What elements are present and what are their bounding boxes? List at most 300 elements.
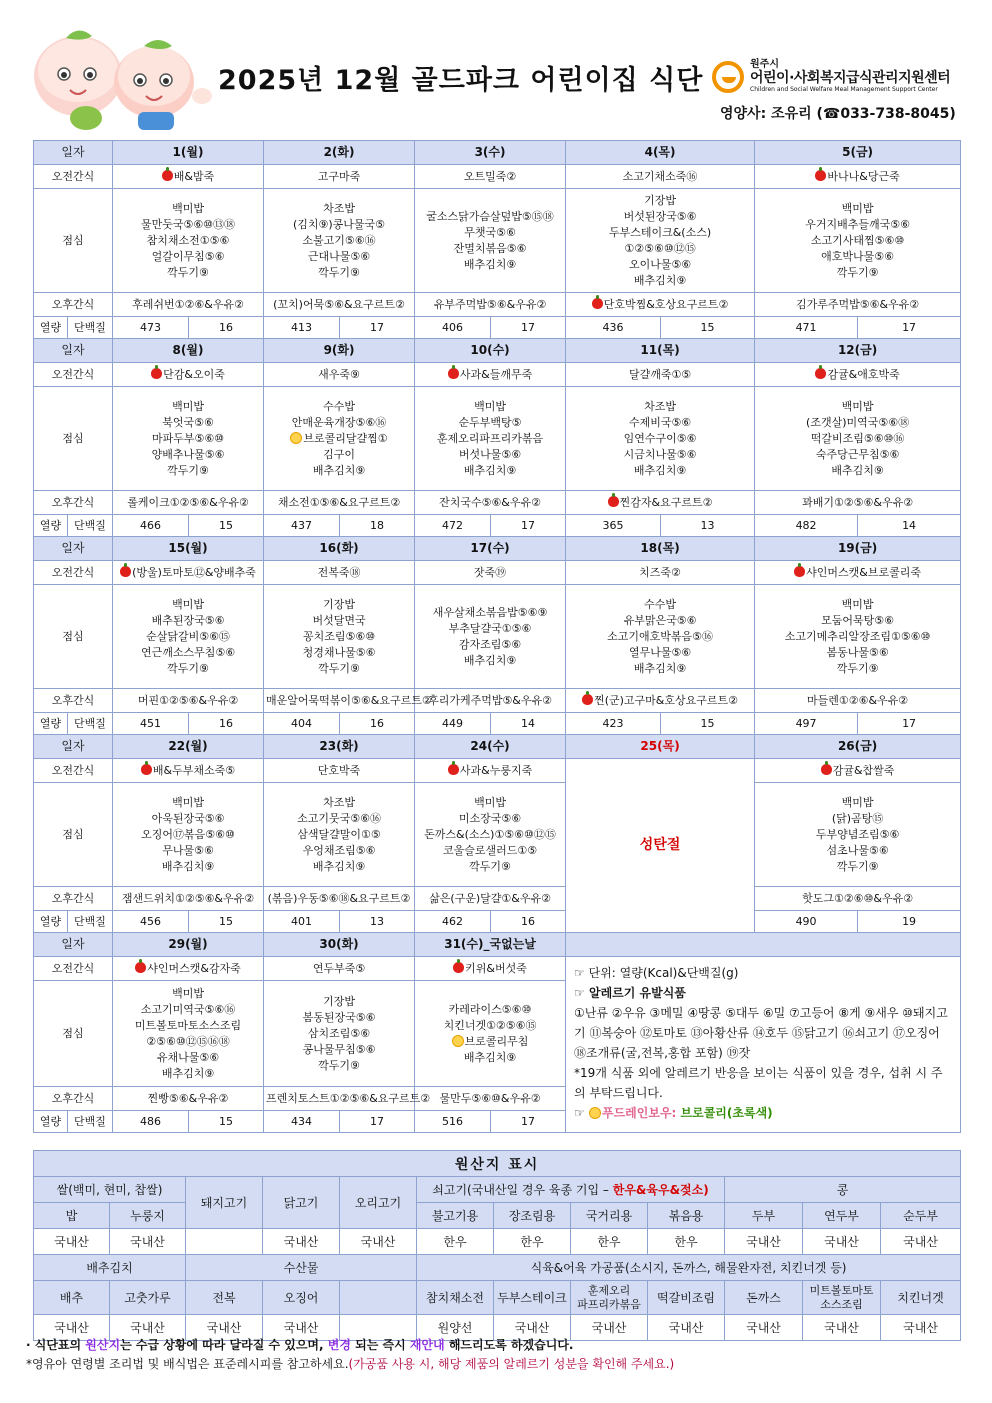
lunch-item: (김치⑨)콩나물국⑤ [292, 217, 386, 231]
lunch-item: 안매운육개장⑤⑥⑯ [291, 415, 387, 429]
label-protein: 단백질 [68, 317, 113, 339]
origin-value-cell: 국내산 [881, 1315, 961, 1341]
lunch-item: 모둠어묵탕⑤⑥ [821, 613, 894, 627]
lunch-item: 물만둣국⑤⑥⑩⑬⑱ [140, 217, 236, 231]
lunch-item: (닭)곰탕⑮ [831, 811, 884, 825]
pm-snack [755, 887, 961, 911]
lunch-item: 백미밥 [841, 399, 874, 413]
org-city: 원주시 [750, 59, 779, 70]
kcal-value: 401 [264, 911, 340, 933]
label-protein: 단백질 [68, 713, 113, 735]
lunch-item: 백미밥 [172, 201, 204, 215]
lunch-item: 감자조림⑤⑥ [458, 637, 522, 651]
pm-snack [415, 293, 566, 317]
apple-icon [120, 566, 131, 577]
label-lunch: 점심 [34, 585, 113, 689]
label-pm-snack: 오후간식 [34, 293, 113, 317]
lunch-item: 소고기사태찜⑤⑥⑩ [810, 233, 905, 247]
am-snack [755, 561, 961, 585]
pm-snack [264, 491, 415, 515]
am-snack-text: 감귤&애호박죽 [827, 368, 900, 381]
pm-snack [415, 689, 566, 713]
pm-snack-text: 후리가케주먹밥⑤&우유② [428, 694, 552, 707]
label-kcal: 열량 [34, 713, 68, 735]
am-snack [755, 363, 961, 387]
notes [26, 1336, 674, 1374]
pm-snack [264, 689, 432, 713]
lunch-menu [415, 981, 566, 1087]
pm-snack-text: 김가루주먹밥⑤⑥&우유② [795, 298, 920, 311]
day-date: 12(금) [755, 339, 961, 363]
lunch-item: 시금치나물⑤⑥ [623, 447, 697, 461]
lunch-item: 치킨너겟①②⑤⑥⑮ [443, 1018, 537, 1032]
label-day: 일자 [34, 339, 113, 363]
day-date: 26(금) [755, 735, 961, 759]
allergy-title: ☞ 알레르기 유발식품 [574, 986, 686, 1000]
pm-snack-text: 후레쉬번①②⑥&우유② [132, 298, 244, 311]
lunch-item: 숙주당근무침⑤⑥ [815, 447, 900, 461]
am-snack-text: 소고기채소죽⑯ [622, 170, 698, 183]
lunch-item: 잔멸치볶음⑤⑥ [453, 241, 527, 255]
lunch-item: 오이나물⑤⑥ [628, 257, 692, 271]
label-am-snack: 오전간식 [34, 363, 113, 387]
kcal-value: 516 [415, 1111, 491, 1133]
lunch-menu [755, 783, 961, 887]
lunch-item: 배추김치⑨ [312, 463, 366, 477]
lunch-item: 백미밥 [172, 986, 204, 1000]
lunch-item: 콩나물무침⑤⑥ [302, 1042, 376, 1056]
lunch-item: 훈제오리파프리카볶음 [436, 431, 544, 445]
lunch-item: 백미밥 [474, 795, 506, 809]
kcal-value: 473 [113, 317, 189, 339]
lunch-item: 브로콜리무침 [417, 1034, 563, 1050]
kcal-value: 462 [415, 911, 491, 933]
day-date: 29(월) [113, 933, 264, 957]
label-kcal: 열량 [34, 515, 68, 537]
apple-icon [815, 368, 826, 379]
smile-icon [452, 1035, 464, 1047]
pm-snack-text: 머핀①②⑤⑥&우유② [137, 694, 239, 707]
origin-header-cell: 훈제오리 파프리카볶음 [571, 1281, 648, 1315]
lunch-item: 기장밥 [323, 994, 355, 1008]
lunch-item: 새우살채소볶음밥⑤⑥⑨ [432, 605, 548, 619]
day-date: 5(금) [755, 141, 961, 165]
pm-snack [264, 887, 415, 911]
pm-snack [566, 491, 755, 515]
origin-header-cell: 떡갈비조림 [648, 1281, 725, 1315]
lunch-item: 배추된장국⑤⑥ [151, 613, 225, 627]
lunch-item: 아욱된장국⑤⑥ [151, 811, 225, 825]
pm-snack-text: 찐감자&요구르트② [619, 496, 713, 509]
label-lunch: 점심 [34, 981, 113, 1087]
day-date: 25(목) [566, 735, 755, 759]
origin-value-cell: 한우 [417, 1229, 494, 1255]
label-protein: 단백질 [68, 1111, 113, 1133]
lunch-item: (조갯살)미역국⑤⑥⑱ [806, 415, 910, 429]
lunch-item: 배추김치⑨ [161, 1066, 215, 1080]
protein-value: 16 [491, 911, 566, 933]
day-date: 30(화) [264, 933, 415, 957]
lunch-menu [264, 783, 415, 887]
origin-bean: 콩 [725, 1177, 961, 1203]
am-snack [566, 561, 755, 585]
pm-snack-text: 단호박찜&호상요구르트② [603, 298, 729, 311]
lunch-item: 깍두기⑨ [167, 463, 209, 477]
am-snack [113, 957, 264, 981]
lunch-item: 소고기미역국⑤⑥⑯ [140, 1002, 236, 1016]
pm-snack-text: 채소전①⑤⑥&요구르트② [277, 496, 401, 509]
lunch-item: 꽁치조림⑤⑥⑩ [302, 629, 376, 643]
pm-snack [264, 1087, 431, 1111]
lunch-item: 백미밥 [172, 399, 204, 413]
lunch-item: 차조밥 [323, 201, 355, 215]
lunch-item: 백미밥 [841, 597, 874, 611]
lunch-item: 차조밥 [644, 399, 676, 413]
pm-snack-text: 삶은(구운)달걀①&우유② [429, 892, 551, 905]
am-snack-text: (방울)토마토⑫&양배추죽 [132, 566, 256, 579]
am-snack [415, 165, 566, 189]
origin-value-cell: 국내산 [263, 1315, 340, 1341]
label-am-snack: 오전간식 [34, 561, 113, 585]
lunch-item: 배추김치⑨ [633, 273, 687, 287]
origin-value-cell: 국내산 [571, 1315, 648, 1341]
lunch-item: 수수밥 [323, 399, 355, 413]
protein-value: 15 [661, 713, 755, 735]
origin-header-cell: 볶음용 [648, 1203, 725, 1229]
kcal-value: 406 [415, 317, 491, 339]
lunch-item: 소고기애호박볶음⑤⑯ [607, 629, 713, 643]
lunch-menu [755, 585, 961, 689]
am-snack-text: 배&두부채소죽⑤ [152, 764, 236, 777]
lunch-menu [755, 189, 961, 293]
protein-value: 17 [491, 515, 566, 537]
am-snack-text: 오트밀죽② [463, 170, 517, 183]
lunch-menu [415, 387, 566, 491]
am-snack-text: 감귤&찹쌀죽 [832, 764, 895, 777]
pm-snack-text: 매운알어묵떡볶이⑤⑥&요구르트② [266, 694, 432, 707]
day-date: 8(월) [113, 339, 264, 363]
am-snack [264, 363, 415, 387]
protein-value: 13 [340, 911, 415, 933]
lunch-item: 근대나물⑤⑥ [307, 249, 371, 263]
origin-kimchi: 배추김치 [34, 1255, 186, 1281]
label-lunch: 점심 [34, 189, 113, 293]
kcal-value: 404 [264, 713, 340, 735]
origin-header-cell: 참치채소전 [417, 1281, 494, 1315]
label-pm-snack: 오후간식 [34, 887, 113, 911]
pm-snack [755, 293, 961, 317]
origin-beef [417, 1177, 725, 1203]
pm-snack-text: 잼샌드위치①②⑤⑥&우유② [121, 892, 255, 905]
am-snack [264, 957, 415, 981]
lunch-item: 백미밥 [841, 201, 874, 215]
origin-beef-types: 한우&육우&젖소) [612, 1183, 709, 1197]
empty-date [566, 933, 961, 957]
origin-header-cell: 고춧가루 [110, 1281, 186, 1315]
origin-header-cell: 미트볼토마토 소스조림 [803, 1281, 881, 1315]
protein-value: 17 [491, 317, 566, 339]
kcal-value: 437 [264, 515, 340, 537]
day-date: 23(화) [264, 735, 415, 759]
lunch-item: 배추김치⑨ [161, 859, 215, 873]
origin-seafood: 수산물 [186, 1255, 417, 1281]
origin-processed: 식육&어육 가공품(소시지, 돈까스, 해물완자전, 치킨너겟 등) [417, 1255, 961, 1281]
day-date: 17(수) [415, 537, 566, 561]
am-snack-text: 단호박죽 [317, 764, 361, 777]
lunch-item: 기장밥 [323, 597, 355, 611]
protein-value: 14 [491, 713, 566, 735]
allergy-list: ①난류 ②우유 ③메밀 ④땅콩 ⑤대두 ⑥밀 ⑦고등어 ⑧게 ⑨새우 ⑩돼지고기 ⑪복숭아 ⑫토마토 ⑬아황산류 ⑭호두 ⑮닭고기 ⑯쇠고기 ⑰오징어 ⑱조개류(굴,전복,홍합 포함) ⑲잣 [574, 1006, 948, 1060]
am-snack-text: 바나나&당근죽 [827, 170, 900, 183]
lunch-menu [415, 189, 566, 293]
protein-value: 16 [189, 713, 264, 735]
am-snack-text: 연두부죽⑤ [312, 962, 366, 975]
apple-icon [815, 170, 826, 181]
am-snack-text: 키위&버섯죽 [465, 962, 527, 975]
label-kcal: 열량 [34, 911, 68, 933]
smile-icon [589, 1107, 601, 1119]
origin-value-cell: 국내산 [263, 1229, 340, 1255]
origin-duck: 오리고기 [340, 1177, 417, 1229]
apple-icon [582, 694, 593, 705]
protein-value: 17 [491, 1111, 566, 1133]
lunch-item: 깍두기⑨ [318, 1058, 360, 1072]
origin-value-cell: 국내산 [340, 1229, 417, 1255]
lunch-item: 연근깨소스무침⑤⑥ [140, 645, 236, 659]
lunch-item: 깍두기⑨ [836, 859, 879, 873]
pm-snack [755, 491, 961, 515]
origin-value-cell: 국내산 [725, 1229, 803, 1255]
am-snack-text: 고구마죽 [317, 170, 361, 183]
origin-header-cell: 밥 [34, 1203, 110, 1229]
am-snack [755, 165, 961, 189]
am-snack-text: 사과&누룽지죽 [459, 764, 533, 777]
lunch-item: 기장밥 [644, 193, 676, 207]
lunch-item: 브로콜리달걀찜① [266, 431, 412, 447]
origin-header-cell: 누룽지 [110, 1203, 186, 1229]
protein-value: 14 [858, 515, 961, 537]
pm-snack-text: 물만두⑤⑥⑩&우유② [439, 1092, 541, 1105]
origin-value-cell: 국내산 [110, 1229, 186, 1255]
pm-snack-text: 마들렌①②⑥&우유② [806, 694, 909, 707]
lunch-menu [264, 189, 415, 293]
origin-beef-label: 쇠고기(국내산일 경우 육종 기입 – [432, 1183, 609, 1197]
pm-snack [113, 1087, 264, 1111]
lunch-item: 봄동된장국⑤⑥ [302, 1010, 376, 1024]
am-snack-text: 샤인머스캣&브로콜리죽 [806, 566, 921, 579]
protein-value: 15 [661, 317, 755, 339]
pm-snack [415, 491, 566, 515]
origin-rice: 쌀(백미, 현미, 찹쌀) [34, 1177, 186, 1203]
lunch-item: 부추달걀국①⑤⑥ [448, 621, 532, 635]
am-snack [415, 363, 566, 387]
lunch-item: 애호박나물⑤⑥ [821, 249, 894, 263]
day-date: 4(목) [566, 141, 755, 165]
kcal-value: 490 [755, 911, 858, 933]
lunch-item: 섬초나물⑤⑥ [826, 843, 889, 857]
lunch-item: 차조밥 [323, 795, 355, 809]
kcal-value: 456 [113, 911, 189, 933]
apple-icon [821, 764, 832, 775]
am-snack [113, 363, 264, 387]
apple-icon [141, 764, 152, 775]
am-snack-text: 배&밤죽 [173, 170, 215, 183]
day-date: 2(화) [264, 141, 415, 165]
origin-value-cell: 국내산 [725, 1315, 803, 1341]
pm-snack-text: 프렌치토스트①②⑤⑥&요구르트② [266, 1092, 431, 1105]
lunch-item: 배추김치⑨ [463, 653, 517, 667]
day-date: 11(목) [566, 339, 755, 363]
kcal-value: 486 [113, 1111, 189, 1133]
origin-title: 원산지 표시 [34, 1151, 961, 1177]
am-snack [264, 759, 415, 783]
protein-value: 18 [340, 515, 415, 537]
label-protein: 단백질 [68, 515, 113, 537]
label-am-snack: 오전간식 [34, 759, 113, 783]
label-pm-snack: 오후간식 [34, 1087, 113, 1111]
lunch-menu [566, 387, 755, 491]
pm-snack-text: 찐(군)고구마&호상요구르트② [594, 694, 739, 707]
lunch-item: 카레라이스⑤⑥⑩ [448, 1002, 532, 1016]
am-snack [415, 759, 566, 783]
kcal-value: 449 [415, 713, 491, 735]
protein-value: 17 [340, 1111, 415, 1133]
lunch-item: 봄동나물⑤⑥ [826, 645, 889, 659]
origin-value-cell: 국내산 [34, 1229, 110, 1255]
lunch-item: 오징어⑰볶음⑤⑥⑩ [141, 827, 235, 841]
lunch-item: 배추김치⑨ [831, 463, 884, 477]
lunch-item: 순두부백탕⑤ [458, 415, 522, 429]
unit-note: ☞ 단위: 열량(Kcal)&단백질(g) [574, 966, 739, 980]
am-snack [755, 759, 961, 783]
label-day: 일자 [34, 141, 113, 165]
origin-table [33, 1150, 961, 1341]
lunch-item: 무챗국⑤⑥ [464, 225, 516, 239]
day-date: 10(수) [415, 339, 566, 363]
pm-snack [415, 1087, 566, 1111]
origin-pork: 돼지고기 [186, 1177, 263, 1229]
peach-mascot-icon [26, 26, 226, 130]
kcal-value: 451 [113, 713, 189, 735]
lunch-item: 임연수구이⑤⑥ [623, 431, 697, 445]
label-pm-snack: 오후간식 [34, 689, 113, 713]
lunch-item: 김구이 [323, 447, 355, 461]
origin-header-cell: 두부스테이크 [494, 1281, 571, 1315]
pm-snack-text: 유부주먹밥⑤⑥&우유② [433, 298, 547, 311]
org-name: 어린이·사회복지급식관리지원센터 [750, 70, 951, 86]
origin-header-cell: 오징어 [263, 1281, 340, 1315]
lunch-item: 미소장국⑤⑥ [458, 811, 522, 825]
lunch-menu [113, 189, 264, 293]
day-date: 3(수) [415, 141, 566, 165]
am-snack-text: 잣죽⑲ [473, 566, 507, 579]
am-snack-text: 치즈죽② [639, 566, 681, 579]
lunch-item: 깍두기⑨ [318, 661, 360, 675]
lunch-item: 소고기메추리알장조림①⑤⑥⑩ [784, 629, 931, 643]
label-day: 일자 [34, 933, 113, 957]
am-snack [264, 561, 415, 585]
apple-icon [162, 170, 173, 181]
kcal-value: 423 [566, 713, 661, 735]
lunch-item: 마파두부⑤⑥⑩ [151, 431, 225, 445]
label-lunch: 점심 [34, 783, 113, 887]
day-date: 15(월) [113, 537, 264, 561]
label-protein: 단백질 [68, 911, 113, 933]
label-day: 일자 [34, 735, 113, 759]
apple-icon [592, 298, 603, 309]
apple-icon [448, 368, 459, 379]
origin-header-cell: 돈까스 [725, 1281, 803, 1315]
day-date: 24(수) [415, 735, 566, 759]
apple-icon [608, 496, 619, 507]
apple-icon [448, 764, 459, 775]
lunch-item: 깍두기⑨ [318, 265, 360, 279]
lunch-menu [415, 585, 566, 689]
lunch-item: 얼갈이무침⑤⑥ [151, 249, 225, 263]
am-snack [415, 561, 566, 585]
side-notes [566, 957, 961, 1133]
food-rainbow: ☞ 푸드레인보우: 브로콜리(초록색) [574, 1106, 773, 1120]
day-date: 31(수)_국없는날 [415, 933, 566, 957]
label-am-snack: 오전간식 [34, 957, 113, 981]
lunch-item: 버섯달면국 [312, 613, 366, 627]
kcal-value: 471 [755, 317, 858, 339]
origin-header-cell: 국거리용 [571, 1203, 648, 1229]
pm-snack-text: 찐빵⑤⑥&우유② [147, 1092, 229, 1105]
org-eng: Children and Social Welfare Meal Management Support Center [750, 86, 938, 93]
protein-value: 19 [858, 911, 961, 933]
origin-header-cell [340, 1281, 417, 1315]
lunch-menu [415, 783, 566, 887]
lunch-item: 배추김치⑨ [463, 1050, 517, 1064]
kcal-value: 436 [566, 317, 661, 339]
pm-snack [566, 689, 755, 713]
lunch-item: 백미밥 [474, 399, 506, 413]
pm-snack [755, 689, 961, 713]
origin-value-cell: 국내산 [186, 1315, 263, 1341]
lunch-menu [264, 981, 415, 1087]
label-am-snack: 오전간식 [34, 165, 113, 189]
apple-icon [135, 962, 146, 973]
origin-value-cell: 원양선 [417, 1315, 494, 1341]
lunch-item: 참치채소전①⑤⑥ [146, 233, 230, 247]
pm-snack [113, 887, 264, 911]
am-snack-text: 달걀깨죽①⑤ [628, 368, 692, 381]
label-kcal: 열량 [34, 317, 68, 339]
lunch-menu [755, 387, 961, 491]
lunch-item: 우거지배추들깨국⑤⑥ [805, 217, 910, 231]
header [0, 0, 992, 132]
lunch-item: 깍두기⑨ [167, 661, 209, 675]
day-date: 22(월) [113, 735, 264, 759]
day-date: 18(목) [566, 537, 755, 561]
lunch-item: 배추김치⑨ [633, 463, 687, 477]
kcal-value: 497 [755, 713, 858, 735]
lunch-menu [113, 387, 264, 491]
day-date: 9(화) [264, 339, 415, 363]
lunch-item: 버섯된장국⑤⑥ [623, 209, 697, 223]
lunch-menu [566, 585, 755, 689]
origin-value-cell: 한우 [648, 1229, 725, 1255]
label-pm-snack: 오후간식 [34, 491, 113, 515]
am-snack [264, 165, 415, 189]
protein-value: 16 [189, 317, 264, 339]
lunch-item: 돈까스&(소스)①⑤⑥⑩⑫⑮ [424, 827, 556, 841]
lunch-item: 청경채나물⑤⑥ [302, 645, 376, 659]
label-kcal: 열량 [34, 1111, 68, 1133]
allergy-note: *19개 식품 외에 알레르기 반응을 보이는 식품이 있을 경우, 섭취 시 주의 부탁드립니다. [574, 1066, 943, 1100]
origin-value-cell: 한우 [494, 1229, 571, 1255]
